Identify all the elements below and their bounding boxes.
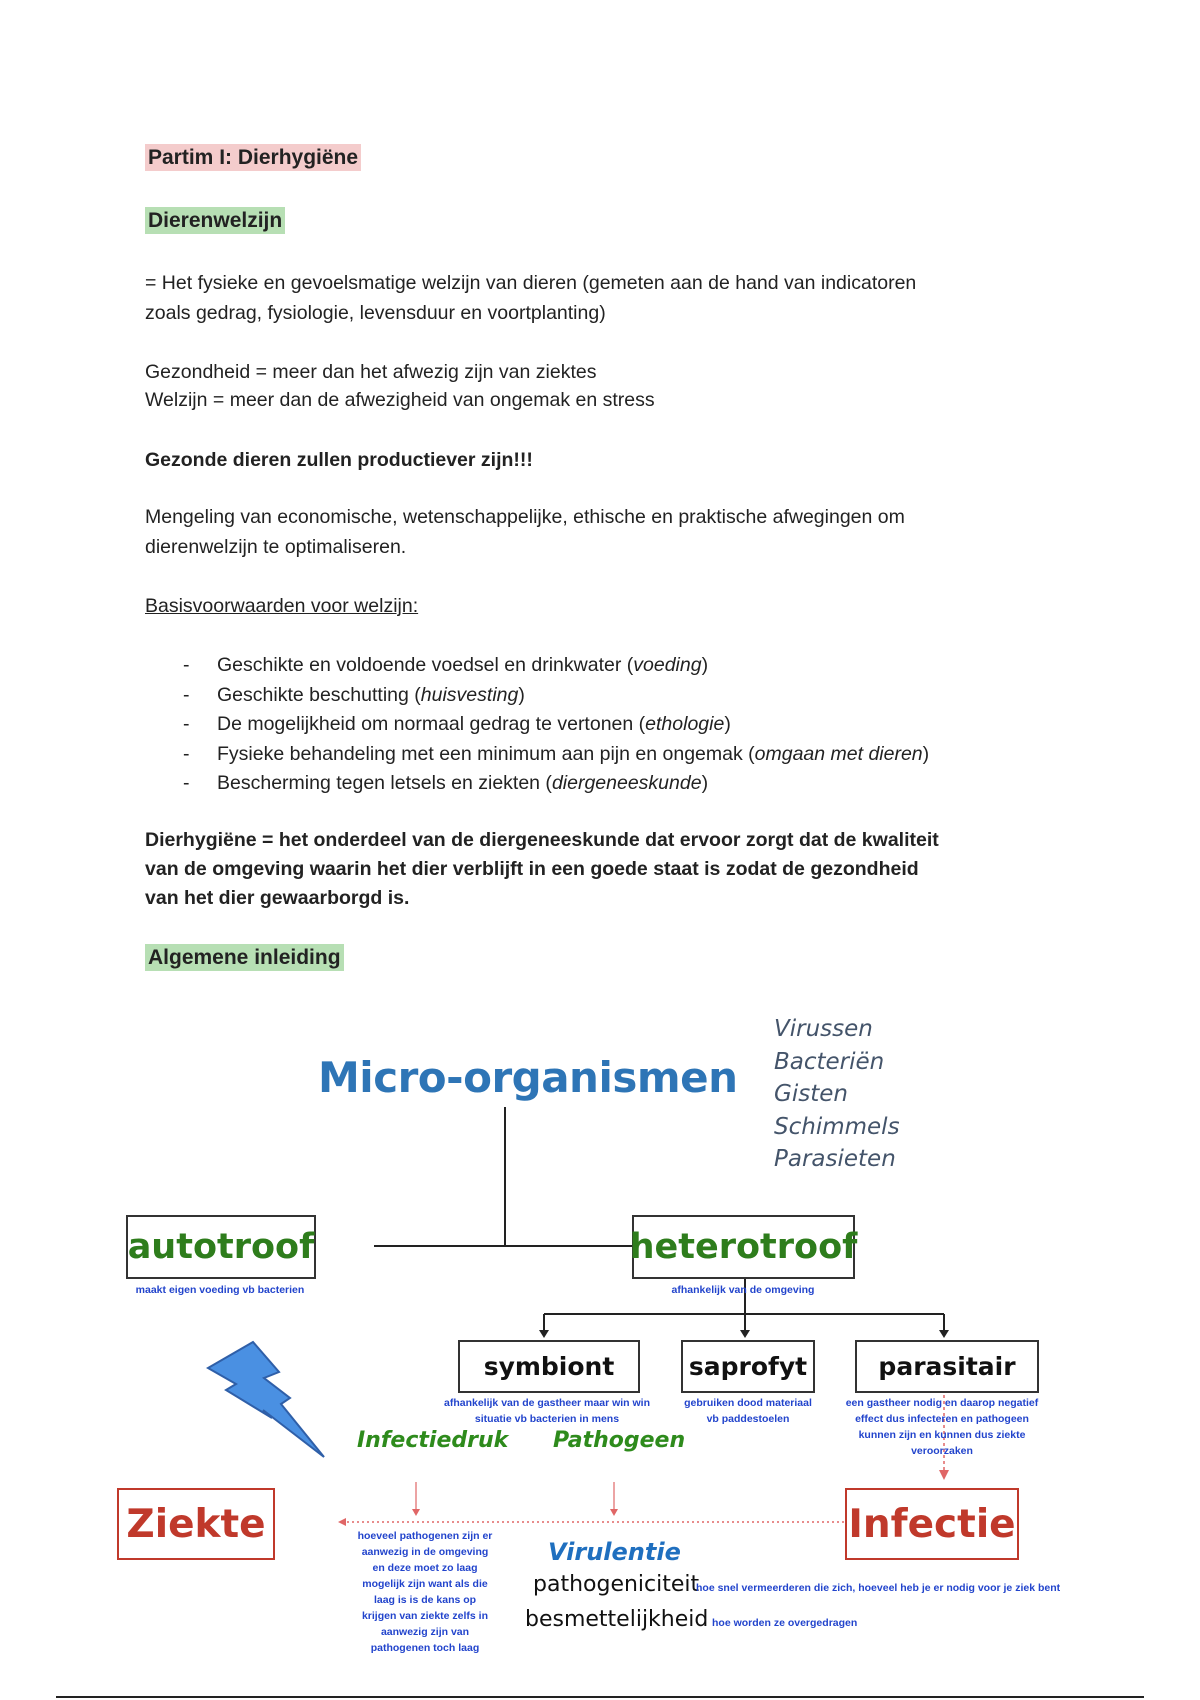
pathogeniciteit-note: hoe snel vermeerderen die zich, hoeveel heb je er nodig voor je ziek bent (696, 1582, 1061, 1594)
lightning-icon (208, 1342, 324, 1457)
infectiedruk-note-line: aanwezig in de omgeving (361, 1546, 489, 1558)
basis-item-close: ) (701, 654, 709, 676)
ziekte-label: Ziekte (126, 1501, 266, 1547)
dierhygiene-line-3: van het dier gewaarborgd is. (145, 887, 410, 909)
welzijn-line: Welzijn = meer dan de afwezigheid van ongemak en stress (145, 389, 655, 411)
infectiedruk-note-line: hoeveel pathogenen zijn er (357, 1530, 493, 1542)
parasitair-box (855, 1340, 1039, 1393)
besmettelijkheid-note: hoe worden ze overgedragen (712, 1617, 858, 1629)
parasitair-note-3: kunnen zijn en kunnen dus ziekte (858, 1429, 1026, 1441)
symbiont-label: symbiont (483, 1352, 615, 1381)
partim-title: Partim I: Dierhygiëne (145, 144, 361, 171)
infectiedruk-label: Infectiedruk (357, 1428, 509, 1453)
saprofyt-note (668, 1395, 828, 1427)
saprofyt-box (681, 1340, 815, 1393)
dierhygiene-line-1: Dierhygiëne = het onderdeel van de diergeneeskunde dat ervoor zorgt dat de kwaliteit (145, 829, 939, 851)
infectie-box (845, 1488, 1019, 1560)
infectiedruk-note-line: aanwezig zijn van (380, 1626, 470, 1638)
dierhygiene-line-2: van de omgeving waarin het dier verblijft in een goede staat is zodat de gezondheid (145, 858, 919, 880)
saprofyt-note-1: gebruiken dood materiaal (684, 1397, 812, 1409)
infectiedruk-note-line: pathogenen toch laag (370, 1642, 480, 1654)
micro-type: Schimmels (774, 1113, 900, 1140)
heterotroof-label: heterotroof (629, 1227, 858, 1267)
dierenwelzijn-title: Dierenwelzijn (145, 207, 285, 234)
definition-line-2: zoals gedrag, fysiologie, levensduur en voortplanting) (145, 302, 606, 324)
saprofyt-label: saprofyt (688, 1352, 808, 1381)
autotroof-box (126, 1215, 316, 1279)
micro-type: Parasieten (774, 1146, 896, 1172)
parasitair-note-1: een gastheer nodig en daarop negatief (845, 1397, 1039, 1409)
basis-item-text: De mogelijkheid om normaal gedrag te vertonen ( (217, 713, 646, 735)
pathogeniciteit-label: pathogeniciteit (533, 1572, 700, 1597)
mengeling-line-2: dierenwelzijn te optimaliseren. (145, 536, 407, 558)
bullet-dash: - (183, 772, 190, 794)
basis-item-close: ) (922, 742, 930, 765)
symbiont-box (458, 1340, 640, 1393)
bullet-dash: - (183, 742, 190, 765)
infectiedruk-note-line: laag is is de kans op (373, 1594, 477, 1606)
basis-item-close: ) (701, 772, 709, 794)
infectiedruk-note-line: krijgen van ziekte zelfs in (361, 1610, 489, 1622)
basis-item-topic: huisvesting (420, 683, 519, 706)
heterotroof-note: afhankelijk van de omgeving (671, 1284, 815, 1296)
basis-item-text: Fysieke behandeling met een minimum aan pijn en ongemak ( (217, 742, 755, 765)
definition-line-1: = Het fysieke en gevoelsmatige welzijn van dieren (gemeten aan de hand van indicatoren (145, 272, 917, 294)
basis-item-topic: ethologie (645, 713, 725, 735)
basis-item-text: Bescherming tegen letsels en ziekten ( (217, 772, 552, 794)
basis-item-text: Geschikte en voldoende voedsel en drinkwater ( (217, 654, 634, 676)
basis-item-text: Geschikte beschutting ( (217, 683, 421, 706)
infectiedruk-note-line: mogelijk zijn want als die (362, 1578, 488, 1590)
basis-item-topic: voeding (633, 654, 702, 676)
parasitair-label: parasitair (878, 1352, 1016, 1381)
micro-types (774, 1013, 900, 1176)
basis-item-close: ) (724, 713, 731, 735)
symbiont-note-1: afhankelijk van de gastheer maar win win (444, 1397, 650, 1409)
basis-item-close: ) (518, 683, 525, 706)
gezondheid-line: Gezondheid = meer dan het afwezig zijn van ziektes (145, 361, 597, 383)
basis-title: Basisvoorwaarden voor welzijn: (145, 595, 419, 617)
symbiont-note (412, 1395, 682, 1427)
infectie-label: Infectie (848, 1501, 1016, 1547)
micro-type: Virussen (774, 1016, 873, 1042)
productief-statement: Gezonde dieren zullen productiever zijn!!! (145, 449, 533, 471)
micro-type: Bacteriën (774, 1048, 885, 1075)
mengeling-line-1: Mengeling van economische, wetenschappelijke, ethische en praktische afwegingen om (145, 506, 905, 528)
ziekte-box (117, 1488, 275, 1560)
basis-item-topic: omgaan met dieren (754, 742, 923, 765)
saprofyt-note-2: vb paddestoelen (706, 1413, 790, 1425)
bullet-dash: - (183, 683, 190, 706)
micro-title: Micro-organismen (318, 1053, 738, 1102)
heterotroof-box (629, 1215, 858, 1279)
parasitair-note-4: veroorzaken (911, 1445, 973, 1457)
autotroof-label: autotroof (127, 1227, 315, 1267)
basis-item-topic: diergeneeskunde (551, 772, 702, 794)
virulentie-label: Virulentie (548, 1538, 681, 1566)
bullet-dash: - (183, 654, 190, 676)
infectiedruk-note-line: en deze moet zo laag (372, 1562, 478, 1574)
algemene-title: Algemene inleiding (145, 944, 344, 971)
parasitair-note (826, 1395, 1058, 1459)
pathogeen-label: Pathogeen (553, 1428, 686, 1453)
besmettelijkheid-label: besmettelijkheid (525, 1607, 709, 1632)
infectiedruk-note (330, 1528, 520, 1656)
bullet-dash: - (183, 713, 190, 735)
parasitair-note-2: effect dus infecteren en pathogeen (855, 1413, 1029, 1425)
symbiont-note-2: situatie vb bacterien in mens (474, 1413, 620, 1425)
micro-type: Gisten (774, 1081, 848, 1107)
autotroof-note: maakt eigen voeding vb bacterien (135, 1284, 305, 1296)
